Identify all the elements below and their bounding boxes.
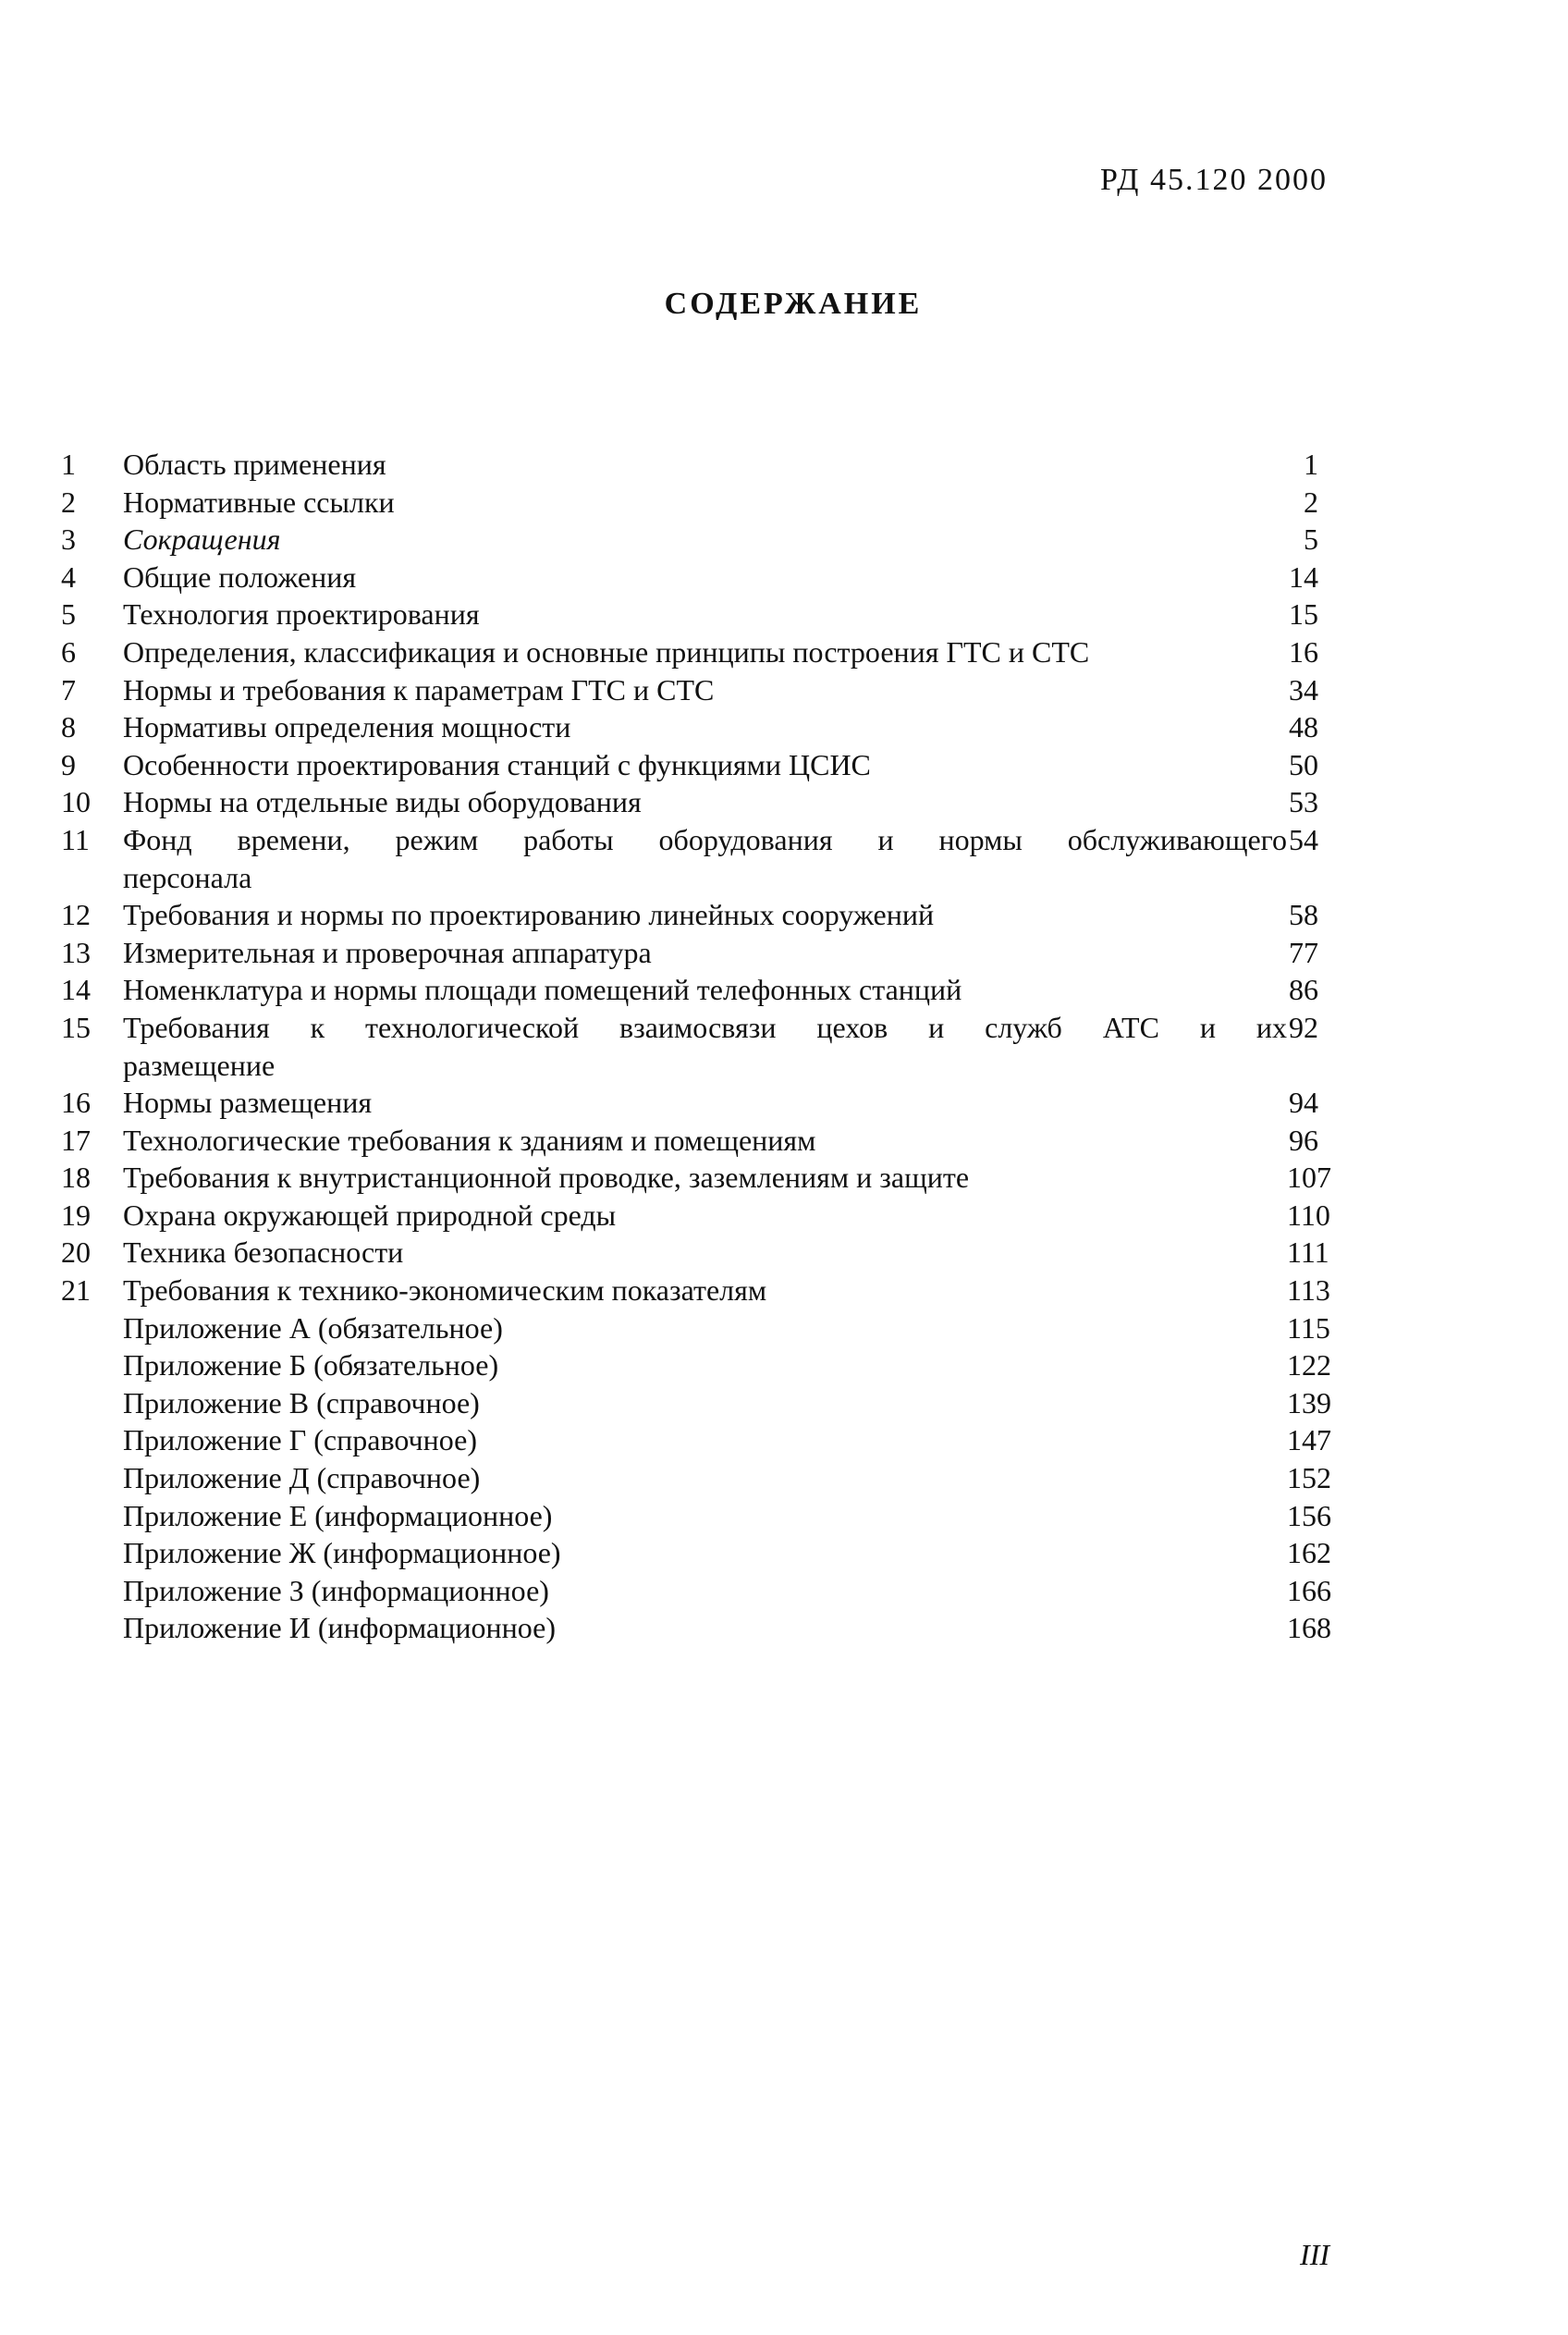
toc-label: Приложение В (справочное) xyxy=(123,1385,480,1419)
toc-page: 122 xyxy=(1287,1348,1331,1383)
toc-page: 50 xyxy=(1289,747,1318,781)
toc-number: 9 xyxy=(61,747,76,781)
toc-label: Нормативы определения мощности xyxy=(123,710,571,744)
table-of-contents xyxy=(61,446,1331,1647)
toc-label: Приложение И (информационное) xyxy=(123,1611,556,1645)
toc-label: Нормы размещения xyxy=(123,1086,373,1120)
toc-label: Технологические требования к зданиям и помещениям xyxy=(123,1123,816,1157)
toc-label: Особенности проектирования станций с функциями ЦСИС xyxy=(123,747,871,781)
toc-label: Приложение З (информационное) xyxy=(123,1573,549,1607)
toc-label: Измерительная и проверочная аппаратура xyxy=(123,935,652,969)
toc-page: 15 xyxy=(1289,597,1318,632)
toc-row xyxy=(61,484,1318,522)
toc-label: Приложение Г (справочное) xyxy=(123,1423,477,1457)
toc-number: 2 xyxy=(61,485,76,519)
toc-row-appendix xyxy=(61,1459,1331,1497)
toc-row-appendix xyxy=(61,1346,1331,1384)
toc-label xyxy=(123,821,1287,896)
toc-row xyxy=(61,783,1318,821)
toc-page: 162 xyxy=(1287,1536,1331,1570)
document-code: РД 45.120 2000 xyxy=(1099,163,1328,197)
toc-number: 13 xyxy=(61,935,91,969)
toc-label: Техника безопасности xyxy=(123,1235,404,1270)
toc-page: 139 xyxy=(1287,1385,1331,1419)
toc-label: Приложение Ж (информационное) xyxy=(123,1536,561,1570)
toc-page: 107 xyxy=(1287,1161,1331,1195)
toc-page: 58 xyxy=(1289,898,1318,932)
toc-label: Приложение Д (справочное) xyxy=(123,1461,481,1495)
toc-number: 19 xyxy=(61,1198,91,1232)
toc-page: 1 xyxy=(1304,448,1318,481)
toc-row-appendix xyxy=(61,1534,1331,1572)
toc-page: 96 xyxy=(1289,1123,1318,1157)
toc-number: 4 xyxy=(61,559,76,594)
toc-label-line: Требования к технологической взаимосвязи цехов и служб АТС и их xyxy=(123,1010,1287,1044)
toc-row xyxy=(61,934,1318,972)
toc-page: 115 xyxy=(1287,1310,1330,1345)
toc-label: Область применения xyxy=(123,448,386,481)
toc-row xyxy=(61,1272,1330,1309)
toc-page: 48 xyxy=(1289,710,1318,744)
toc-row xyxy=(61,1234,1329,1272)
toc-row xyxy=(61,633,1318,671)
toc-row-appendix xyxy=(61,1309,1330,1347)
toc-number: 18 xyxy=(61,1161,91,1195)
toc-page: 94 xyxy=(1289,1086,1318,1120)
toc-row-appendix xyxy=(61,1609,1331,1647)
toc-label-line: персонала xyxy=(123,860,252,894)
toc-row xyxy=(61,1084,1318,1122)
toc-row-appendix xyxy=(61,1572,1331,1610)
toc-page: 5 xyxy=(1304,522,1318,557)
toc-number: 15 xyxy=(61,1010,91,1044)
toc-label: Номенклатура и нормы площади помещений телефонных станций xyxy=(123,973,962,1007)
toc-page: 14 xyxy=(1289,559,1318,594)
toc-number: 20 xyxy=(61,1235,91,1270)
toc-page: 92 xyxy=(1289,1010,1318,1044)
toc-label: Охрана окружающей природной среды xyxy=(123,1198,617,1232)
toc-row-appendix xyxy=(61,1384,1331,1422)
toc-page: 86 xyxy=(1289,973,1318,1007)
toc-row xyxy=(61,746,1318,784)
toc-page: 53 xyxy=(1289,785,1318,819)
toc-row xyxy=(61,559,1318,596)
toc-row xyxy=(61,521,1318,559)
toc-label: Приложение Е (информационное) xyxy=(123,1498,553,1532)
toc-label: Технология проектирования xyxy=(123,597,480,632)
toc-label: Общие положения xyxy=(123,559,357,594)
page-number: III xyxy=(1300,2238,1329,2271)
toc-row xyxy=(61,1197,1330,1235)
toc-label: Нормативные ссылки xyxy=(123,485,395,519)
toc-label: Нормы на отдельные виды оборудования xyxy=(123,785,642,819)
toc-page: 147 xyxy=(1287,1423,1331,1457)
toc-number: 21 xyxy=(61,1273,91,1308)
toc-row xyxy=(61,1122,1318,1160)
toc-page: 54 xyxy=(1289,822,1318,856)
toc-number: 8 xyxy=(61,710,76,744)
toc-label: Требования к внутристанционной проводке, заземлениям и защите xyxy=(123,1161,970,1195)
toc-label: Нормы и требования к параметрам ГТС и СТС xyxy=(123,672,715,707)
toc-row-appendix xyxy=(61,1421,1331,1459)
toc-row xyxy=(61,446,1318,484)
toc-label-line: размещение xyxy=(123,1048,276,1082)
toc-number: 3 xyxy=(61,522,76,557)
toc-label: Сокращения xyxy=(123,522,281,557)
toc-label xyxy=(123,1009,1287,1084)
toc-row xyxy=(61,671,1318,709)
toc-label-line: Фонд времени, режим работы оборудования и нормы обслуживающего xyxy=(123,822,1287,856)
toc-label: Определения, классификация и основные принципы построения ГТС и СТС xyxy=(123,634,1090,669)
toc-label: Приложение Б (обязательное) xyxy=(123,1348,499,1383)
toc-page: 110 xyxy=(1287,1198,1330,1232)
toc-row xyxy=(61,1009,1318,1084)
toc-label: Требования к технико-экономическим показателям xyxy=(123,1273,767,1308)
page-title: СОДЕРЖАНИЕ xyxy=(664,287,923,321)
toc-number: 14 xyxy=(61,973,91,1007)
toc-page: 166 xyxy=(1287,1573,1331,1607)
toc-label: Требования и нормы по проектированию линейных сооружений xyxy=(123,898,935,932)
toc-row xyxy=(61,821,1318,896)
toc-number: 6 xyxy=(61,634,76,669)
toc-row xyxy=(61,896,1318,934)
toc-row xyxy=(61,1159,1331,1197)
toc-page: 34 xyxy=(1289,672,1318,707)
toc-page: 156 xyxy=(1287,1498,1331,1532)
toc-number: 10 xyxy=(61,785,91,819)
toc-number: 12 xyxy=(61,898,91,932)
toc-page: 168 xyxy=(1287,1611,1331,1645)
toc-number: 11 xyxy=(61,822,90,856)
toc-row xyxy=(61,596,1318,633)
toc-page: 16 xyxy=(1289,634,1318,669)
toc-number: 5 xyxy=(61,597,76,632)
toc-number: 16 xyxy=(61,1086,91,1120)
toc-page: 152 xyxy=(1287,1461,1331,1495)
toc-number: 17 xyxy=(61,1123,91,1157)
toc-row xyxy=(61,971,1318,1009)
toc-number: 1 xyxy=(61,448,76,481)
toc-page: 2 xyxy=(1304,485,1318,519)
toc-label: Приложение А (обязательное) xyxy=(123,1310,503,1345)
toc-number: 7 xyxy=(61,672,76,707)
toc-page: 111 xyxy=(1287,1235,1329,1270)
toc-page: 77 xyxy=(1289,935,1318,969)
toc-row-appendix xyxy=(61,1497,1331,1535)
toc-page: 113 xyxy=(1287,1273,1330,1308)
toc-row xyxy=(61,708,1318,746)
